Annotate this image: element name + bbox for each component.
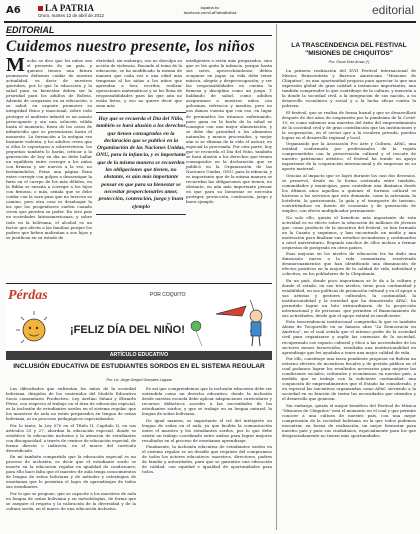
facebook-link[interactable]: facebook.com/LaPatriaBolivia	[183, 10, 237, 15]
cartoon-caption: ¡FELIZ DÍA DEL NIÑO!	[70, 324, 185, 336]
festival-article-title: LA TRASCENDENCIA DEL FESTIVAL "MISIONES DE CHIQUITOS"	[291, 42, 407, 57]
festival-article-body	[282, 68, 416, 439]
paragraph: Por ello, constituye una tarea pendiente propiciar en Bolivia un entorno efectivo de incentivos fiscales y de gestión pública en el cual podamos lograr los resultados necesarios para mejorar las condiciones sociales, culturales y económicas en nuestro país, a medida que se trabaje con la suficiente continuidad, una conjunción de emprendimientos que el Estado ha considerado, y en especial las iniciativas organizadas como APAC sirviendo a la sociedad en su función de tratar las necesidades que atienden y el desarrollo que generan.	[282, 355, 416, 402]
editorial-title: Cuidemos nuestro presente, los niños	[6, 38, 255, 55]
column-divider	[276, 24, 277, 530]
web-info	[178, 5, 242, 15]
editorial-column-2-text: ebriedad, sin embargo, eso no disculpa su acción de violencia. Pasando al tema de la educación, se ha modificado la misma de manera que cada vez a una edad más temprana al los niñas a los niños que aprendan a leer, escribir, realizar operaciones matemáticas y se les llena de responsabilidades para las que aún no están listos, y eso no quiere decir que sean más	[96, 58, 182, 109]
paragraph: Es así que comprendemos que la inclusión educativa debe ser entendida como un derecho educativo, donde la inclusión desde nuestra escuela debe aplicar adaptaciones curriculares y recursos didácticos acordes a las necesidades de los estudiantes sordos, y que se trabaje en su lengua natural, la lengua de señas boliviana.	[142, 386, 272, 417]
paragraph: Esas mejoras en los niveles de educación les ha dado una dimensión nueva a la vida comunitaria, resolviendo desmoronamientos que han identificado una disminución de efectos positivos en la mejora de la calidad de vida, individual y colectiva, en los pobladores de la Chiquitanía.	[282, 251, 416, 277]
newspaper-logo	[38, 3, 94, 13]
paragraph: Organizado por la Asociación Pro Arte y Cultura, APAC, una entidad conformada por profesionales de la región comprometidos con la preservación cultural y el rescate de nuestro patrimonio artístico, el festival ha tenido un apoyo importante de la cooperación internacional y de empresas en su aporte material.	[282, 141, 416, 172]
logo-mark-icon	[38, 6, 43, 11]
editorial-label: EDITORIAL	[6, 25, 55, 35]
header-rule	[4, 21, 416, 23]
paragraph: Las dificultades que enfrentan los niños de la sociedad boliviana, dirigidos de los contenidos del Modelo Educativo Socio comunitario Productivo, Ley Avelino Siñani y Elizardo Pérez, con respecto al trabajo en el área de educación especial, es la inclusión de estudiantes sordos en el sistema regular, que los maestros de aula no están preparados en lengua de señas boliviana, ni en procesos pedagógicos especializados.	[6, 386, 136, 422]
section-name: editorial	[371, 3, 414, 17]
paragraph: La primera realización del XVII Festival Internacional de Música Renacentista y Barroca Americana "Misiones de Chiquitos", es una oportunidad propicia para apreciar lo que una expresión global de gran calidad a instancias importantes, una también comprender lo que contribuye de la cultura, y mención a la donde la sociedad civil, a la integración de sus nación, a su desarrollo económico y social y a la lucha eficaz contra la pobreza.	[282, 68, 416, 109]
cartoon-author: POR COQUITO	[150, 292, 186, 298]
education-article-byline: Por: Lic. Jorge Gregori Gonzales Laguna	[106, 378, 172, 382]
editorial-column-1	[6, 54, 92, 240]
page-number: A6	[6, 5, 21, 16]
paragraph: Esta trascendencia institucional comprueba lo que es también Alexis de Tocqueville en su famosa obra "La Democracia en América", en el cual señala que el intenso poder de la sociedad civil para organizarse y suplir las carencias de la sociedad, recuperando ese espacio cultural y ético a las necesidades de los sectores menos favorecidos, resultaba una institucionalidad en aprendizaje que les ayudaba a tener una mejor calidad de vida.	[282, 319, 416, 355]
cartoon-brand: Pérdas	[8, 288, 48, 303]
paragraph: No solo ello, quizás el beneficio más importante de esta actividad es su efecto sobre la educación de millones de jóvenes que, como producto de la iniciativa del festival, se han formado en la Cuanto y seguimos, y han encontrado un medio y una motivación para finalizar sus estudios secundarios y continuarlos a nivel universitario, llegando muchos de ellos incluso a formar orquestas de postgrado en otros países.	[282, 214, 416, 250]
paragraph: Por lo tanto, la Ley 070 en el Título II, Capítulo II, en sus artículos 25 y 27, abordan la educación especial, donde se establece la educación inclusiva y la atención de estudiantes con discapacidad, a través de centros de educación especial, de forma directa o indirecta, en el marco del currículo diversificado.	[6, 422, 136, 453]
editorial-column-1-text: ucho se dice que los niños son el presente de un país, y quienes tienen una futura promisorio debemos cuidar de nuestra actualidad, es decir de nuestros querubes, por lo que la educación y la salud para su bienestar deben ser la prioridad para los adultos de Bolivia. Además de ocuparnos en su educación, o su salud, en urgente promover su integridad física y emocional, sobre todo proteger al maltrato infantil es un asunto preocupante y sin una solución válida hasta el momento, fuera de los casos de infanticidio que se presentaron hasta el momento. La formación a la antigua era bastante violenta, y los adultos creen que si ellos le soportaron a sobrevivieron, los pequeños también lo harán, criticar a la generación de hoy en día no debe hallar un equilibrio entre corregir a los niños con firmeza y ser nuevos a la vez, no lastimándolos. Estas una página llena entre corregir con golpes a desarraigar la furia en el cuerpo de los más débiles, en la Biblia se enseña a corregir a los hijos con firmeza, o más, señala que se debe cuidar con la vara para que no tuercen su camino, pero otra cosa es desahogar la ira que los progenitores suelen cuando creen que pierden su poder. En otro país en sociedades latinoamericanas, y sobre todo en la boliviana, el alcohol es un factor que afecta a las familias porque los padres que beben maltratan a sus hijos y se justifican en su estado de	[6, 58, 92, 240]
editorial-column-3-text: inteligentes o estén más preparados, sino que se les quita la infancia, porque hasta sus seres, aprovechándonse, deben ocuparse en jugar, su vida debe tener música, alegría y despreocupación; y ser las responsabilidades en cuenta la firmeza y disciplina como un juego. Y hablando de salud, como adultos aseguramos a nuestros niños con golosinas, refrescos y masitas, pero no nos damos cuenta que con eso, en lugar de premiarlos los estamos enfermando, pues gana en la burla de la salud se consigue con una mejor alimentación, y se debe dar prioridad a los alimentos naturales y menos procesados, y mejor aún si se elimina de la vida el azúcar, en especial la procesada. Por otra parte, hoy que se recuerda el Día del Niño, también se hará alusión a los derechos que tienen consagrados en la declaración que se publicó en la Organización de las Naciones Unidas, ONU, para la infancia, y es importante que de la misma manera se recuerden las obligaciones que tienen, no obstante, en aún más importante pensar en que para su bienestar se necesita proteger, protección, contención, juego y buen ejemplo.	[186, 58, 272, 205]
editorial-column-2	[96, 58, 182, 108]
editorial-rule	[6, 35, 272, 36]
editorial-bottom-rule	[6, 283, 272, 284]
dateline: Oruro, martes 12 de abril de 2012	[38, 13, 104, 18]
paragraph: El festival, que se realiza de forma bienal y que se desarrollará después de dos años de suspensión por la pandemia de la Covid-19, es como sabemos una muestra del éxito del emprendimiento de la sociedad civil y de gran contribución que las instituciones y la cooperación, en el sector que a la escalera privada, pueden lograr en el desarrollo regional y local.	[282, 109, 416, 140]
website-link[interactable]: lapatria.bo	[200, 5, 220, 10]
paragraph: En mí también compartido que la educación especial es un proceso de inclusión, es decir que el estudiante sordo se inserte en la educación regular en igualdad de condiciones; para ello hace falta que el maestro de aula tenga conocimientos de lengua de señas boliviana y de métodos y estrategias de enseñanza que le permitan el logro de aprendizajes de todos sus estudiantes.	[6, 454, 136, 490]
paragraph: Por lo que se propone, que se capacite a los maestros de aula en lengua de señas boliviana y en metodologías, de forma que se asegure el respeto y la valoración de la diversidad y de la cultura sorda, en el marco de una educación inclusiva.	[6, 490, 136, 511]
dropcap: M	[6, 54, 25, 76]
paragraph: De igual manera, es importante el rol del intérprete en lengua de señas en el aula, ya que facilita la comunicación entre el maestro y los estudiantes sordos, por lo que debe existir un trabajo coordinado entre ambos para lograr mejores resultados en el proceso de enseñanza aprendizaje.	[142, 417, 272, 443]
paragraph: Finalmente, la inclusión educativa de estudiantes sordos en el sistema regular es un desafío que requiere del compromiso de todos los actores educativos: maestros, directores, padres de familia y autoridades, para que se garantice una educación de calidad, con equidad e igualdad de oportunidades para todos.	[142, 444, 272, 475]
editorial-column-3	[186, 58, 272, 204]
education-article-column-2	[142, 386, 272, 476]
education-article-column-1	[6, 386, 136, 512]
paragraph: Sin embargo, quizás el mayor beneficio del Festival de Música "Misiones de Chiquitos" está el momento en el cual y que permite conocer a una cultura de nuestro país, con una mejor comprensión de la sociedad boliviana en la que todos podemos encontrar, en forma de realización, un mejor bienestar para nuestro país y para sus ciudadanos, especialmente para los que desgraciadamente no tienen más oportunidades.	[282, 402, 416, 438]
festival-article-byline: Por: Óscar Díaz Arnau (*)	[328, 60, 370, 64]
education-article-title: INCLUSIÓN EDUCATIVA DE ESTUDIANTES SORDOS EN EL SISTEMA REGULAR	[13, 363, 265, 370]
article-section-label: ARTÍCULO EDUCATIVO	[6, 351, 272, 360]
paper-name: LA PATRIA	[45, 3, 95, 13]
pull-quote: Hoy que se recuerda el Día del Niño, también se hará alusión a los derechos que tienen consagrados en la declaración que se publicó en la Organización de las Naciones Unidas, ONU, para la infancia, y es importante que de la misma manera se recuerden las obligaciones que tienen, no obstante, es aún más importante pensar en que para su bienestar se necesitar proporcionarles amor, protección, contención, juego y buen ejemplo	[96, 112, 186, 215]
paragraph: En un país, donde poco importamos se le da a la cultura y donde el estado, en sus tres niveles, tiene poca continuidad y estabilidad, en sus políticas de promoción cultural y en el apoyo a sus artistas y gestores culturales, la continuidad, la institucionalidad y la seriedad que ha demostrado APAC, ha permitido lograr un hito extraordinario, de la proyección internacional y de personas, que permiten el financiamiento de sus actividades, desde que el apoyo estatal es insuficiente.	[282, 277, 416, 318]
paragraph: Gracias al impacto que se logró durante los casi dos decenios, se preservó, desde en la forma sostenida entre también, comunidades y municipios, para contribuir una dinámica desde los últimos años aquellas a quienes el turismo cultural se hicieron a los servicios que este demanda, como la artesanía, la hotelería, la gastronomía, la guía y el transporte de turismo, convirtiéndose en fuente de economía y de generación de empleo, con efecto multiplicador permanente.	[282, 172, 416, 214]
